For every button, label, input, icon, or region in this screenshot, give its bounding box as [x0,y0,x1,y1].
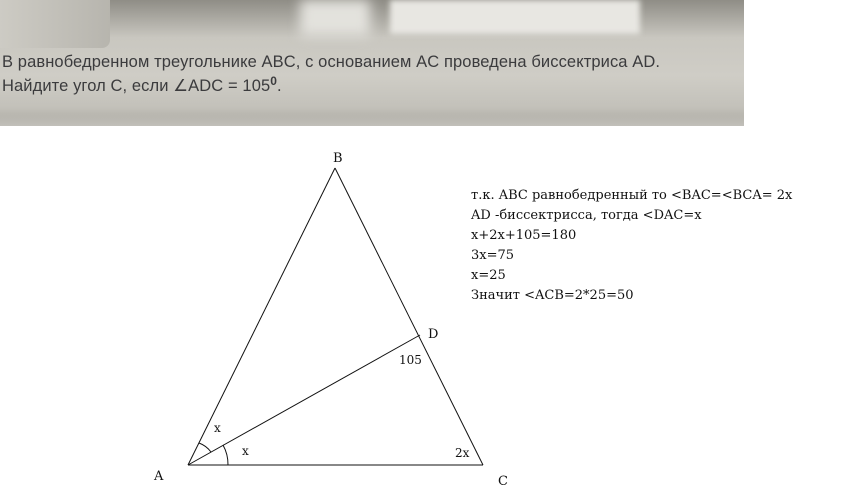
angle-symbol: ∠ [173,77,189,95]
angle-label-acb: 2x [455,446,470,460]
vertex-label-d: D [428,327,439,342]
problem-line-end: . [277,77,282,95]
angle-label-dac: x [242,444,249,458]
angle-label-bad: x [214,421,221,435]
problem-line-1: В равнобедренном треугольнике ABC, с основанием AC проведена биссектриса AD. [2,53,661,71]
side-ab [188,168,335,465]
solution-line: 3x=75 [471,248,515,263]
angle-condition: ADC = 105 [188,77,271,95]
solution-line: AD -биссектрисса, тогда <DAC=x [471,208,702,223]
solution-line: x+2x+105=180 [471,228,577,243]
angle-arc-dac [223,445,228,465]
vertex-label-a: A [154,469,164,484]
solution-text [471,186,792,306]
solution-line: Значит <ACB=2*25=50 [471,288,634,303]
solution-line: x=25 [471,268,506,283]
problem-question: Найдите угол C, если [2,77,174,95]
solution-line: т.к. ABC равнобедренный то <BAC=<BCA= 2x [471,188,793,203]
degree-mark: 0 [270,74,278,88]
vertex-label-b: B [333,151,343,166]
vertex-label-c: C [498,474,508,489]
angle-arc-bad [199,443,211,452]
side-bc [335,168,483,465]
angle-label-adc: 105 [399,353,422,367]
